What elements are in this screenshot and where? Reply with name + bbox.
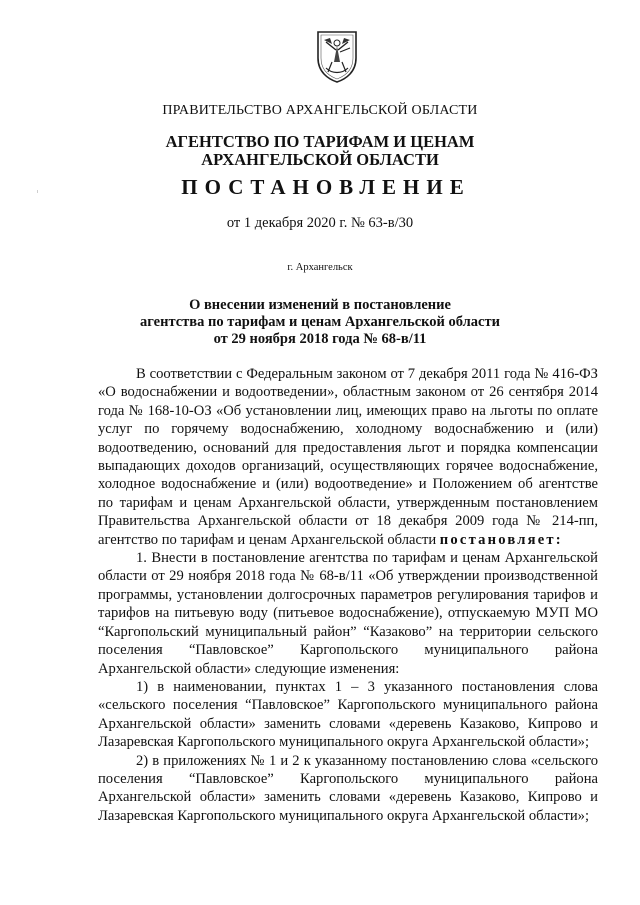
- document-body: [98, 365, 598, 825]
- item-1-1-paragraph: 1) в наименовании, пунктах 1 – 3 указанного постановления слова «сельского поселения “Павловское” Каргопольского муниципального района Архангельской области» заменить словами «деревень Казаково, Кипрово и Лазаревская Каргопольского муниципального округа Архангельской области»;: [98, 678, 598, 751]
- document-title: [0, 297, 640, 348]
- title-line1: О внесении изменений в постановление: [189, 297, 451, 313]
- resolves-word: постановляет:: [439, 531, 563, 548]
- intro-text: В соответствии с Федеральным законом от 7 декабря 2011 года № 416-ФЗ «О водоснабжении и водоотведении», областным законом от 26 сентября 2014 года № 168-10-ОЗ «Об установлении лиц, имеющих право на льготы по оплате услуг по горячему водоснабжению, холодному водоснабжению и (или) водоотведению, оснований для предоставления льгот и порядка компенсации выпадающих доходов организаций, осуществляющих горячее водоснабжение, холодное водоснабжение и (или) водоотведение» и Положением об агентстве по тарифам и ценам Архангельской области, утвержденным постановлением Правительства Архангельской области от 18 декабря 2009 года № 214-пп, агентство по тарифам и ценам Архангельской области: [98, 366, 598, 548]
- item-1-2-paragraph: 2) в приложениях № 1 и 2 к указанному постановлению слова «сельского поселения “Павловское” Каргопольского муниципального района Архангельской области» заменить словами «деревень Казаково, Кипрово и Лазаревская Каргопольского муниципального округа Архангельской области»;: [98, 752, 598, 824]
- document-date-number: от 1 декабря 2020 г. № 63-в/30: [226, 215, 414, 231]
- document-type: ПОСТАНОВЛЕНИЕ: [181, 175, 471, 199]
- intro-paragraph: [98, 365, 598, 549]
- agency-name: [0, 133, 640, 169]
- document-city: г. Архангельск: [287, 262, 353, 273]
- title-line2: агентства по тарифам и ценам Архангельской области: [140, 314, 500, 330]
- title-line3: от 29 ноября 2018 года № 68-в/11: [213, 331, 427, 347]
- coat-of-arms-icon: [312, 28, 362, 84]
- government-name: ПРАВИТЕЛЬСТВО АРХАНГЕЛЬСКОЙ ОБЛАСТИ: [162, 103, 478, 118]
- agency-name-line2: АРХАНГЕЛЬСКОЙ ОБЛАСТИ: [201, 150, 439, 169]
- agency-name-line1: АГЕНТСТВО ПО ТАРИФАМ И ЦЕНАМ: [165, 132, 475, 151]
- item-1-paragraph: 1. Внести в постановление агентства по тарифам и ценам Архангельской области от 29 ноября 2018 года № 68-в/11 «Об утверждении производственной программы, установлении долгосрочных параметров регулирования тарифов и тарифов на питьевую воду (питьевое водоснабжение), отпускаемую МУП МО “Каргопольский муниципальный район” “Казаково” на территории сельского поселения “Павловское” Каргопольского муниципального района Архангельской области» следующие изменения:: [98, 550, 598, 677]
